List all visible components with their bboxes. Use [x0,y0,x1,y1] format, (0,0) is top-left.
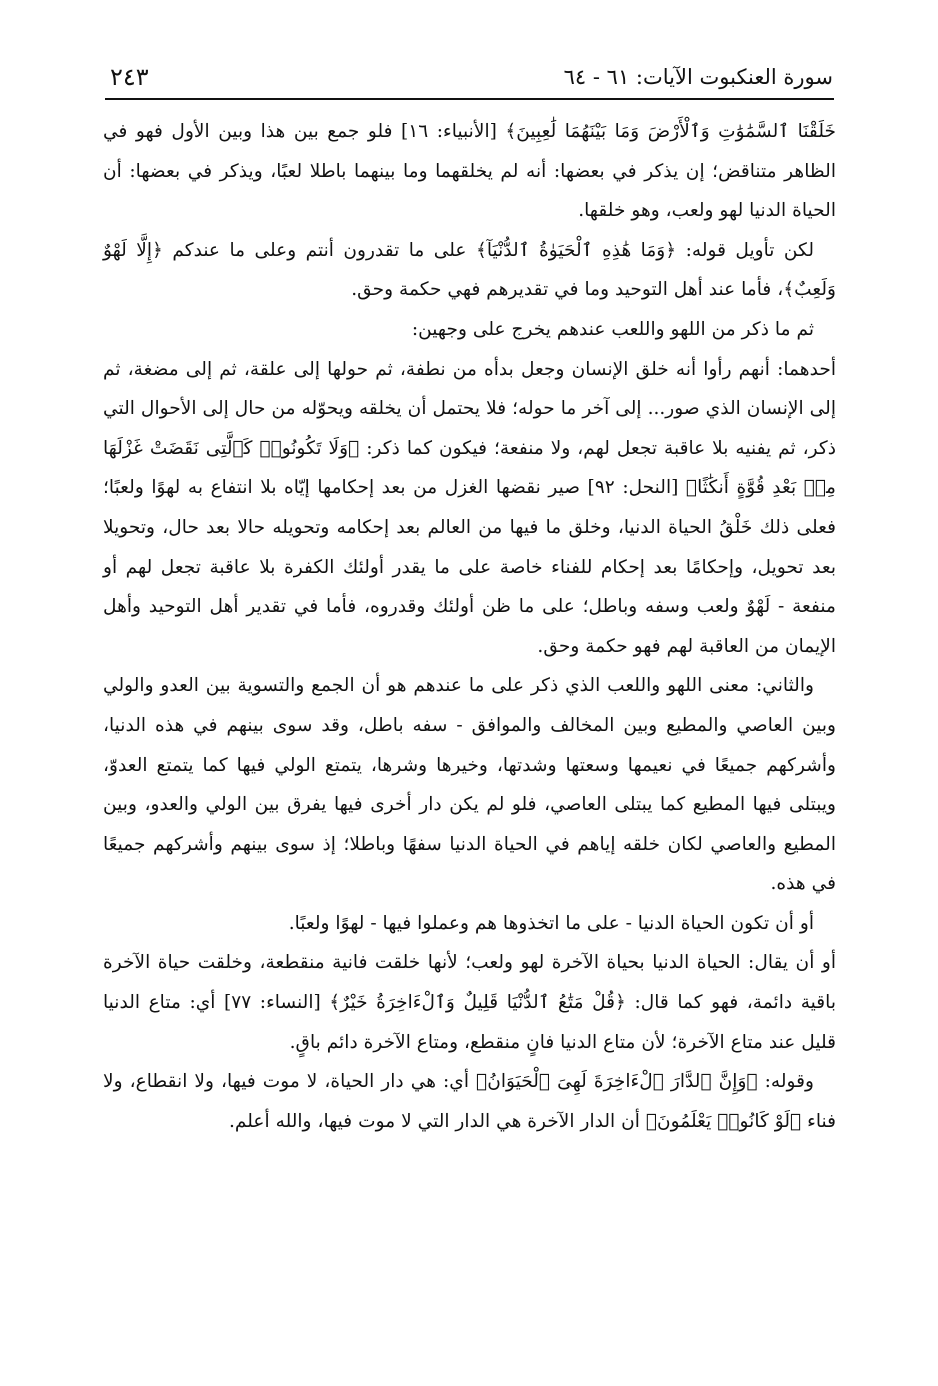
header-rule [105,98,834,100]
paragraph: أو أن يقال: الحياة الدنيا بحياة الآخرة لهو ولعب؛ لأنها خلقت فانية منقطعة، وخلقت حياة الآخرة باقية دائمة، فهو كما قال: ﴿قُلْ مَتَٰعُ ٱلدُّنْيَا قَلِيلٌ وَٱلْءَاخِرَةُ خَيْرٌ﴾ [النساء: ٧٧] أي: متاع الدنيا قليل عند متاع الآخرة؛ لأن متاع الدنيا فانٍ منقطع، ومتاع الآخرة دائم باقٍ. [103,952,836,1053]
paragraph: أو أن تكون الحياة الدنيا - على ما اتخذوها هم وعملوا فيها - لهوًا ولعبًا. [288,912,814,934]
paragraph: وقوله: ﴿وَإِنَّ ٱلدَّارَ ٱلْءَاخِرَةَ لَهِىَ ٱلْحَيَوَانُ﴾ أي: هي دار الحياة، لا موت فيها، ولا انقطاع، ولا فناء ﴿لَوْ كَانُوا۟ يَعْلَمُونَ﴾ أن الدار الآخرة هي الدار التي لا موت فيها، والله أعلم. [103,1071,836,1132]
running-title: سورة العنكبوت الآيات: ٦١ - ٦٤ [563,65,833,89]
paragraph: ثم ما ذكر من اللهو واللعب عندهم يخرج على وجهين: [411,318,814,340]
page-number: ٢٤٣ [110,63,149,91]
paragraph: أحدهما: أنهم رأوا أنه خلق الإنسان وجعل بدأه من نطفة، ثم حولها إلى علقة، ثم إلى مضغة، ثم إلى الإنسان الذي صور... إلى آخر ما حوله؛ فلا يحتمل أن يخلقه ويحوّله من حال إلى الأحوال التي ذكر، ثم يفنيه بلا عاقبة تجعل لهم، ولا منفعة؛ فيكون كما ذكر: ﴿وَلَا تَكُونُوا۟ كَٱلَّتِى نَقَضَتْ غَزْلَهَا مِنۢ بَعْدِ قُوَّةٍ أَنكَٰثًا﴾ [النحل: ٩٢] صير نقضها الغزل من بعد إحكامها إيّاه بلا انتفاع به لهوًا ولعبًا؛ فعلى ذلك خَلْقُ الحياة الدنيا، وخلق ما فيها من العالم بعد إحكامه وتحويله حالا بعد حال، وتحويلا بعد تحويل، وإحكامًا بعد إحكام للفناء خاصة على ما يقدر أولئك الكفرة بلا عاقبة تجعل لهم أو منفعة - لَهْوٌ ولعب وسفه وباطل؛ على ما ظن أولئك وقدروه، فأما في تقدير أهل التوحيد وأهل الإيمان من العاقبة لهم فهو حكمة وحق. [103,358,837,657]
page-body [103,112,836,1141]
paragraph: لكن تأويل قوله: ﴿وَمَا هَٰذِهِ ٱلْحَيَوٰةُ ٱلدُّنْيَآ﴾ على ما تقدرون أنتم وعلى ما عندكم ﴿إِلَّا لَهْوٌ وَلَعِبٌ﴾، فأما عند أهل التوحيد وما في تقديرهم فهي حكمة وحق. [103,239,836,301]
page-header [110,60,833,94]
paragraph: والثاني: معنى اللهو واللعب الذي ذكر على ما عندهم هو أن الجمع والتسوية بين العدو والولي وبين العاصي والمطيع وبين المخالف والموافق - سفه باطل، وقد سوى بينهم في هذه الدنيا، وأشركهم جميعًا في نعيمها وسعتها وشدتها، وخيرها وشرها، يتمتع الولي فيها كما يتمتع العدوّ، ويبتلى فيها المطيع كما يبتلى العاصي، فلو لم يكن دار أخرى فيها يفرق بين الولي والعدو، وبين المطيع والعاصي لكان خلقه إياهم في الحياة الدنيا سفهًا وباطلا؛ إذ سوى بينهم وأشركهم جميعًا في هذه. [103,675,836,895]
paragraph: خَلَقْنَا ٱلسَّمَٰوَٰتِ وَٱلْأَرْضَ وَمَا بَيْنَهُمَا لَٰعِبِينَ﴾ [الأنبياء: ١٦] فلو جمع بين هذا وبين الأول فهو في الظاهر متناقض؛ إن يذكر في بعضها: أنه لم يخلقهما وما بينهما باطلا لعبًا، ويذكر في بعضها: أن الحياة الدنيا لهو ولعب، وهو خلقها. [103,121,836,222]
